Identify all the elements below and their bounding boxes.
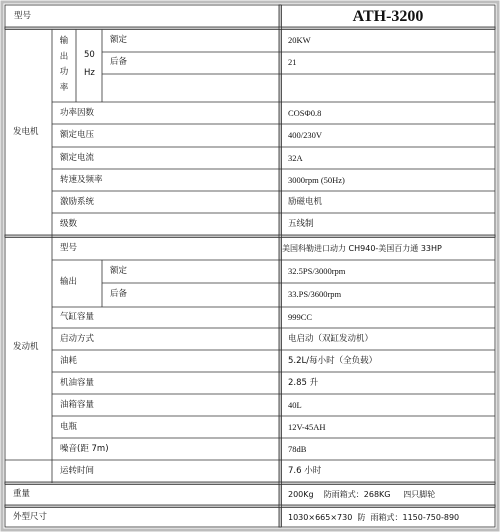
generator-row-label: 转速及频率 [60,175,103,185]
engine-row-label: 油箱容量 [60,400,95,410]
engine-row-value: 40L [288,400,302,410]
generator-row-label: 额定电压 [60,130,95,140]
runtime-value: 7.6 小时 [288,466,322,476]
generator-rated-label: 额定 [110,35,128,45]
dimensions-label: 外型尺寸 [13,512,48,522]
header-model-label: 型号 [14,11,32,21]
engine-row-value: 999CC [288,312,313,322]
header-model-value: ATH-3200 [352,8,424,25]
generator-row-label: 激励系统 [60,197,95,207]
engine-rated-label: 额定 [110,266,128,276]
generator-row-label: 额定电流 [60,153,95,163]
generator-row-label: 功率因数 [60,108,95,118]
engine-standby-label: 后备 [110,289,128,299]
generator-row-value: 400/230V [288,130,322,140]
generator-group-label: 发电机 [13,127,39,137]
engine-row-value: 5.2L/每小时（全负载） [288,356,378,366]
engine-group-label: 发动机 [13,342,39,352]
engine-output-label: 输出 [60,277,78,287]
engine-row-label: 气缸容量 [60,312,95,322]
engine-row-label: 噪音(距 7m) [60,444,109,454]
generator-row-value: COSΦ0.8 [288,108,322,118]
engine-row-value: 电启动（双缸发动机） [288,334,374,344]
runtime-label: 运转时间 [60,466,95,476]
engine-model-value: 美国科勒进口动力 CH940-美国百力通 33HP [282,244,442,253]
generator-rated-value: 20KW [288,35,311,45]
generator-row-value: 励磁电机 [288,197,323,207]
generator-standby-label: 后备 [110,57,128,67]
generator-freq: 50 [84,50,95,60]
generator-row-value: 32A [288,153,303,163]
engine-row-label: 机油容量 [60,378,95,388]
generator-output-label: 输出功率 [59,36,69,93]
engine-row-value: 78dB [288,444,307,454]
engine-model-label: 型号 [60,243,78,253]
engine-row-label: 电瓶 [60,422,78,432]
engine-row-label: 油耗 [60,356,78,366]
weight-label: 重量 [13,489,31,499]
generator-standby-value: 21 [288,57,297,67]
generator-row-value: 五线制 [288,219,314,229]
generator-row-label: 级数 [60,219,78,229]
engine-row-value: 12V-45AH [288,422,326,432]
dimensions-value: 1030×665×730 防 雨箱式：1150-750-890 [288,513,460,522]
engine-row-label: 启动方式 [60,334,95,344]
engine-row-value: 2.85 升 [288,378,319,388]
engine-rated-value: 32.5PS/3000rpm [288,266,346,276]
generator-row-value: 3000rpm (50Hz) [288,175,345,185]
engine-standby-value: 33.PS/3600rpm [288,289,342,299]
weight-value: 200Kg 防雨箱式：268KG 四只脚轮 [288,490,436,499]
generator-freq-unit: Hz [84,68,95,78]
